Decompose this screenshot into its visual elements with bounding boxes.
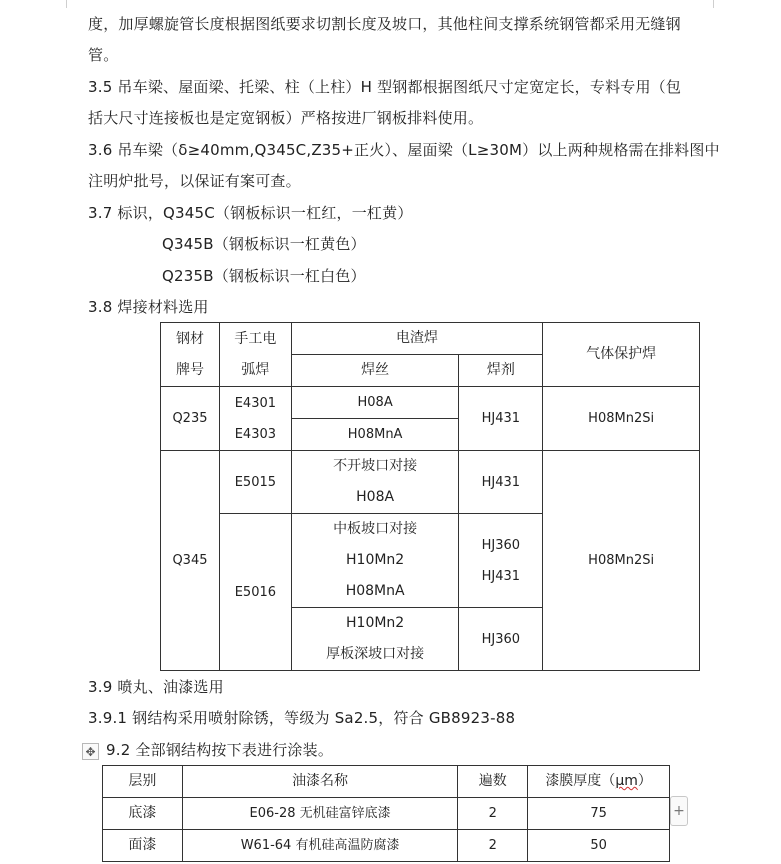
cell-q345-wire-row1: 不开坡口对接 H08A [291, 451, 459, 514]
plus-icon[interactable]: + [670, 796, 688, 826]
paragraph-3-8: 3.8 焊接材料选用 [88, 298, 209, 316]
cell-layer: 面漆 [103, 830, 183, 862]
paragraph-3-6: 3.6 吊车梁（δ≥40mm,Q345C,Z35+正火）、屋面梁（L≥30M）以上两种规格需在排料图中 [88, 141, 720, 159]
table-row [103, 798, 670, 830]
cell-q235-gas: H08Mn2Si [543, 387, 700, 451]
header-film-thickness: 漆膜厚度（μm） [528, 766, 670, 798]
cell-q235-wire-1: H08A [291, 387, 459, 419]
paragraph-9-2: 9.2 全部钢结构按下表进行涂装。 [106, 741, 334, 759]
paragraph-line: 注明炉批号，以保证有案可查。 [88, 172, 301, 190]
header-gas-shielded: 气体保护焊 [543, 323, 700, 387]
header-electroslag: 电渣焊 [291, 323, 542, 355]
paint-table [102, 765, 670, 862]
cell-thickness: 50 [528, 830, 670, 862]
cell-q345-flux-row3: HJ360 [459, 608, 543, 671]
welding-materials-table [160, 322, 700, 671]
header-layer: 层别 [103, 766, 183, 798]
table-row [103, 830, 670, 862]
cell-q345-manual-2: E5016 [219, 514, 291, 671]
paragraph-3-9: 3.9 喷丸、油漆选用 [88, 678, 224, 696]
cell-q345-flux-row2: HJ360 HJ431 [459, 514, 543, 608]
cell-q235-grade: Q235 [161, 387, 220, 451]
header-steel-grade: 钢材 牌号 [161, 323, 220, 387]
paragraph-line: 管。 [88, 46, 119, 64]
paragraph-q235b: Q235B（钢板标识一杠白色） [162, 267, 366, 285]
cell-q235-flux: HJ431 [459, 387, 543, 451]
paragraph-q345b: Q345B（钢板标识一杠黄色） [162, 235, 366, 253]
paragraph-line: 括大尺寸连接板也是定宽钢板）严格按进厂钢板排料使用。 [88, 109, 484, 127]
cell-q345-gas: H08Mn2Si [543, 451, 700, 671]
cell-q345-grade: Q345 [161, 451, 220, 671]
cell-q235-wire-2: H08MnA [291, 419, 459, 451]
header-wire: 焊丝 [291, 355, 459, 387]
move-icon[interactable]: ✥ [82, 743, 99, 760]
header-flux: 焊剂 [459, 355, 543, 387]
page-corner-mark-left [66, 0, 67, 8]
cell-q345-manual-1: E5015 [219, 451, 291, 514]
cell-q345-flux-row1: HJ431 [459, 451, 543, 514]
paragraph-3-9-1: 3.9.1 钢结构采用喷射除锈，等级为 Sa2.5，符合 GB8923-88 [88, 709, 516, 727]
cell-q235-manual: E4301 E4303 [219, 387, 291, 451]
cell-layer: 底漆 [103, 798, 183, 830]
header-paint-name: 油漆名称 [182, 766, 457, 798]
header-coats: 遍数 [458, 766, 528, 798]
paragraph-3-7: 3.7 标识，Q345C（钢板标识一杠红，一杠黄） [88, 204, 413, 222]
cell-coats: 2 [458, 830, 528, 862]
cell-paint-name: W61-64 有机硅高温防腐漆 [182, 830, 457, 862]
page-corner-mark-right [713, 0, 714, 8]
paragraph-3-5: 3.5 吊车梁、屋面梁、托梁、柱（上柱）H 型钢都根据图纸尺寸定宽定长，专料专用（包 [88, 78, 682, 96]
cell-thickness: 75 [528, 798, 670, 830]
cell-q345-wire-row2: 中板坡口对接 H10Mn2 H08MnA [291, 514, 459, 608]
cell-coats: 2 [458, 798, 528, 830]
header-manual-arc: 手工电 弧焊 [219, 323, 291, 387]
cell-q345-wire-row3: H10Mn2 厚板深坡口对接 [291, 608, 459, 671]
cell-paint-name: E06-28 无机硅富锌底漆 [182, 798, 457, 830]
paragraph-line: 度，加厚螺旋管长度根据图纸要求切割长度及坡口，其他柱间支撑系统钢管都采用无缝钢 [88, 15, 681, 33]
